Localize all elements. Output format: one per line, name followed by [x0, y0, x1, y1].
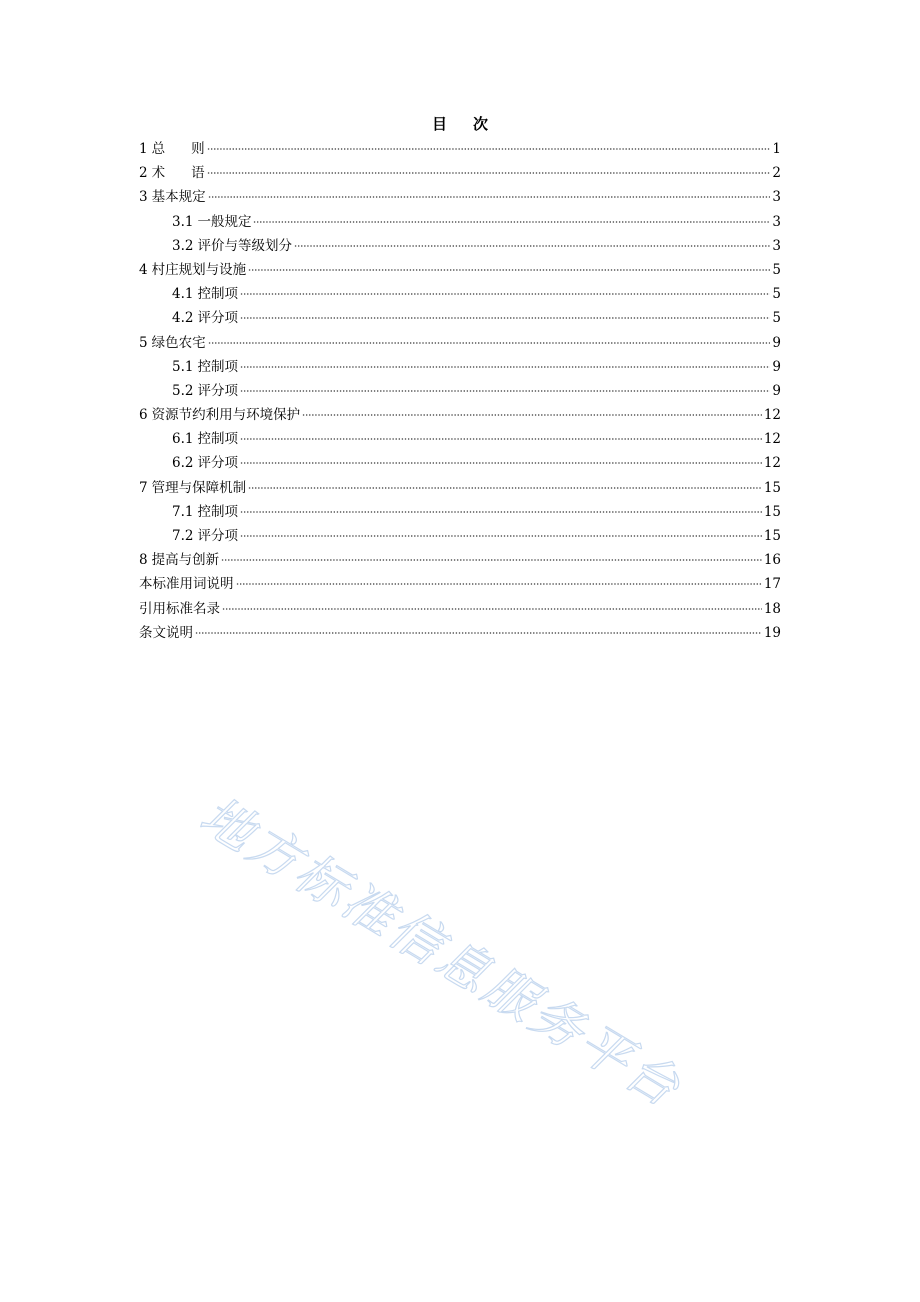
- toc-entry-4[interactable]: [139, 258, 781, 282]
- toc-leader-dots: [240, 293, 770, 295]
- toc-entry-page: 19: [763, 624, 781, 641]
- toc-leader-dots: [240, 366, 770, 368]
- toc-leader-dots: [236, 583, 762, 585]
- toc-entry-page: 12: [763, 455, 781, 472]
- toc-entry-page: 9: [772, 334, 781, 351]
- toc-entry-label: 评分项: [197, 528, 238, 544]
- toc-entry-number: 4.1: [172, 286, 194, 303]
- toc-entry-number: 3: [139, 189, 148, 206]
- toc-title: [0, 113, 920, 134]
- toc-entry-page: 5: [772, 310, 781, 327]
- toc-entry-number: 4: [139, 261, 148, 278]
- toc-entry-page: 18: [763, 600, 781, 617]
- toc-leader-dots: [221, 559, 762, 561]
- toc-leader-dots: [302, 414, 762, 416]
- toc-entry-label: 资源节约利用与环境保护: [151, 407, 301, 424]
- toc-entry-page: 2: [772, 165, 781, 182]
- toc-entry-4-1[interactable]: [139, 282, 781, 306]
- toc-entry-label: 管理与保障机制: [151, 479, 247, 496]
- toc-entry-6-1[interactable]: [139, 427, 781, 451]
- toc-entry-page: 17: [763, 576, 781, 593]
- toc-leader-dots: [208, 196, 771, 198]
- toc-entry-1[interactable]: [139, 137, 781, 161]
- toc-entry-label: 控制项: [197, 503, 238, 520]
- toc-entry-4-2[interactable]: [139, 306, 781, 330]
- toc-entry-3[interactable]: [139, 185, 781, 209]
- toc-entry-7-1[interactable]: [139, 500, 781, 524]
- toc-entry-label: 一般规定: [197, 213, 252, 230]
- toc-entry-label: 条文说明: [139, 624, 193, 641]
- toc-entry-page: 12: [763, 431, 781, 448]
- toc-leader-dots: [240, 390, 770, 392]
- toc-entry-3-2[interactable]: [139, 234, 781, 258]
- toc-entry-label: 控制项: [197, 286, 238, 303]
- toc-entry-number: 5.1: [172, 358, 194, 375]
- toc-entry-page: 5: [772, 286, 781, 303]
- toc-entry-label: 控制项: [197, 431, 238, 448]
- toc-entry-6[interactable]: [139, 403, 781, 427]
- toc-entry-label: 控制项: [197, 358, 238, 375]
- toc-leader-dots: [253, 221, 770, 223]
- toc-entry-number: 7.1: [172, 503, 194, 520]
- toc-leader-dots: [207, 172, 771, 174]
- toc-leader-dots: [208, 342, 771, 344]
- toc-entry-5[interactable]: [139, 331, 781, 355]
- toc-entry-referenced-standards[interactable]: [139, 597, 781, 621]
- toc-entry-page: 3: [772, 213, 781, 230]
- toc-leader-dots: [248, 269, 770, 271]
- toc-entry-number: 8: [139, 552, 148, 569]
- toc-leader-dots: [207, 148, 771, 150]
- toc-entry-label: 评分项: [197, 310, 238, 327]
- toc-entry-number: 7.2: [172, 528, 194, 544]
- toc-entry-2[interactable]: [139, 161, 781, 185]
- toc-entry-page: 12: [763, 407, 781, 424]
- toc-entry-7-2[interactable]: [139, 524, 781, 548]
- toc-leader-dots: [195, 632, 762, 634]
- toc-leader-dots: [240, 462, 762, 464]
- toc-entry-3-1[interactable]: [139, 210, 781, 234]
- toc-entry-6-2[interactable]: [139, 451, 781, 475]
- toc-entry-page: 15: [763, 528, 781, 544]
- table-of-contents: [139, 137, 781, 645]
- toc-entry-label: 基本规定: [151, 189, 206, 206]
- toc-leader-dots: [240, 438, 762, 440]
- toc-entry-page: 9: [772, 358, 781, 375]
- toc-entry-5-1[interactable]: [139, 355, 781, 379]
- toc-entry-wording-explanation[interactable]: [139, 572, 781, 596]
- toc-entry-page: 16: [763, 552, 781, 569]
- toc-leader-dots: [240, 317, 770, 319]
- toc-entry-number: 5.2: [172, 382, 194, 399]
- toc-entry-number: 1: [139, 141, 148, 157]
- toc-entry-8[interactable]: [139, 548, 781, 572]
- toc-entry-page: 3: [772, 189, 781, 206]
- toc-entry-label: 术 语: [151, 165, 205, 182]
- toc-entry-number: 3.1: [172, 213, 194, 230]
- toc-entry-number: 6: [139, 407, 148, 424]
- toc-entry-label: 评分项: [197, 382, 238, 399]
- toc-entry-number: 5: [139, 334, 148, 351]
- toc-entry-label: 引用标准名录: [139, 600, 220, 617]
- toc-leader-dots: [222, 608, 762, 610]
- toc-entry-7[interactable]: [139, 476, 781, 500]
- toc-entry-page: 5: [772, 261, 781, 278]
- toc-entry-label: 村庄规划与设施: [151, 261, 247, 278]
- toc-entry-5-2[interactable]: [139, 379, 781, 403]
- toc-entry-page: 9: [772, 382, 781, 399]
- toc-leader-dots: [240, 535, 762, 537]
- toc-entry-label: 绿色农宅: [151, 334, 206, 351]
- toc-leader-dots: [248, 487, 762, 489]
- toc-entry-label: 评分项: [197, 455, 238, 472]
- toc-entry-number: 6.1: [172, 431, 194, 448]
- toc-leader-dots: [294, 245, 770, 247]
- toc-entry-number: 2: [139, 165, 148, 182]
- toc-entry-page: 15: [763, 479, 781, 496]
- toc-entry-number: 4.2: [172, 310, 194, 327]
- toc-entry-label: 本标准用词说明: [139, 576, 234, 593]
- toc-entry-number: 7: [139, 479, 148, 496]
- toc-entry-label: 提高与创新: [151, 552, 220, 569]
- toc-entry-page: 3: [772, 237, 781, 254]
- toc-leader-dots: [240, 511, 762, 513]
- toc-entry-number: 6.2: [172, 455, 194, 472]
- toc-entry-clause-explanation[interactable]: [139, 621, 781, 645]
- toc-entry-label: 评价与等级划分: [197, 237, 292, 254]
- toc-title-char-2: 次: [473, 115, 489, 133]
- toc-entry-label: 总 则: [151, 141, 205, 157]
- toc-entry-number: 3.2: [172, 237, 194, 254]
- toc-entry-page: 1: [772, 141, 781, 157]
- toc-title-char-1: 目: [431, 115, 447, 133]
- toc-entry-page: 15: [763, 503, 781, 520]
- watermark-text: 地方标准信息服务平台: [189, 786, 692, 1120]
